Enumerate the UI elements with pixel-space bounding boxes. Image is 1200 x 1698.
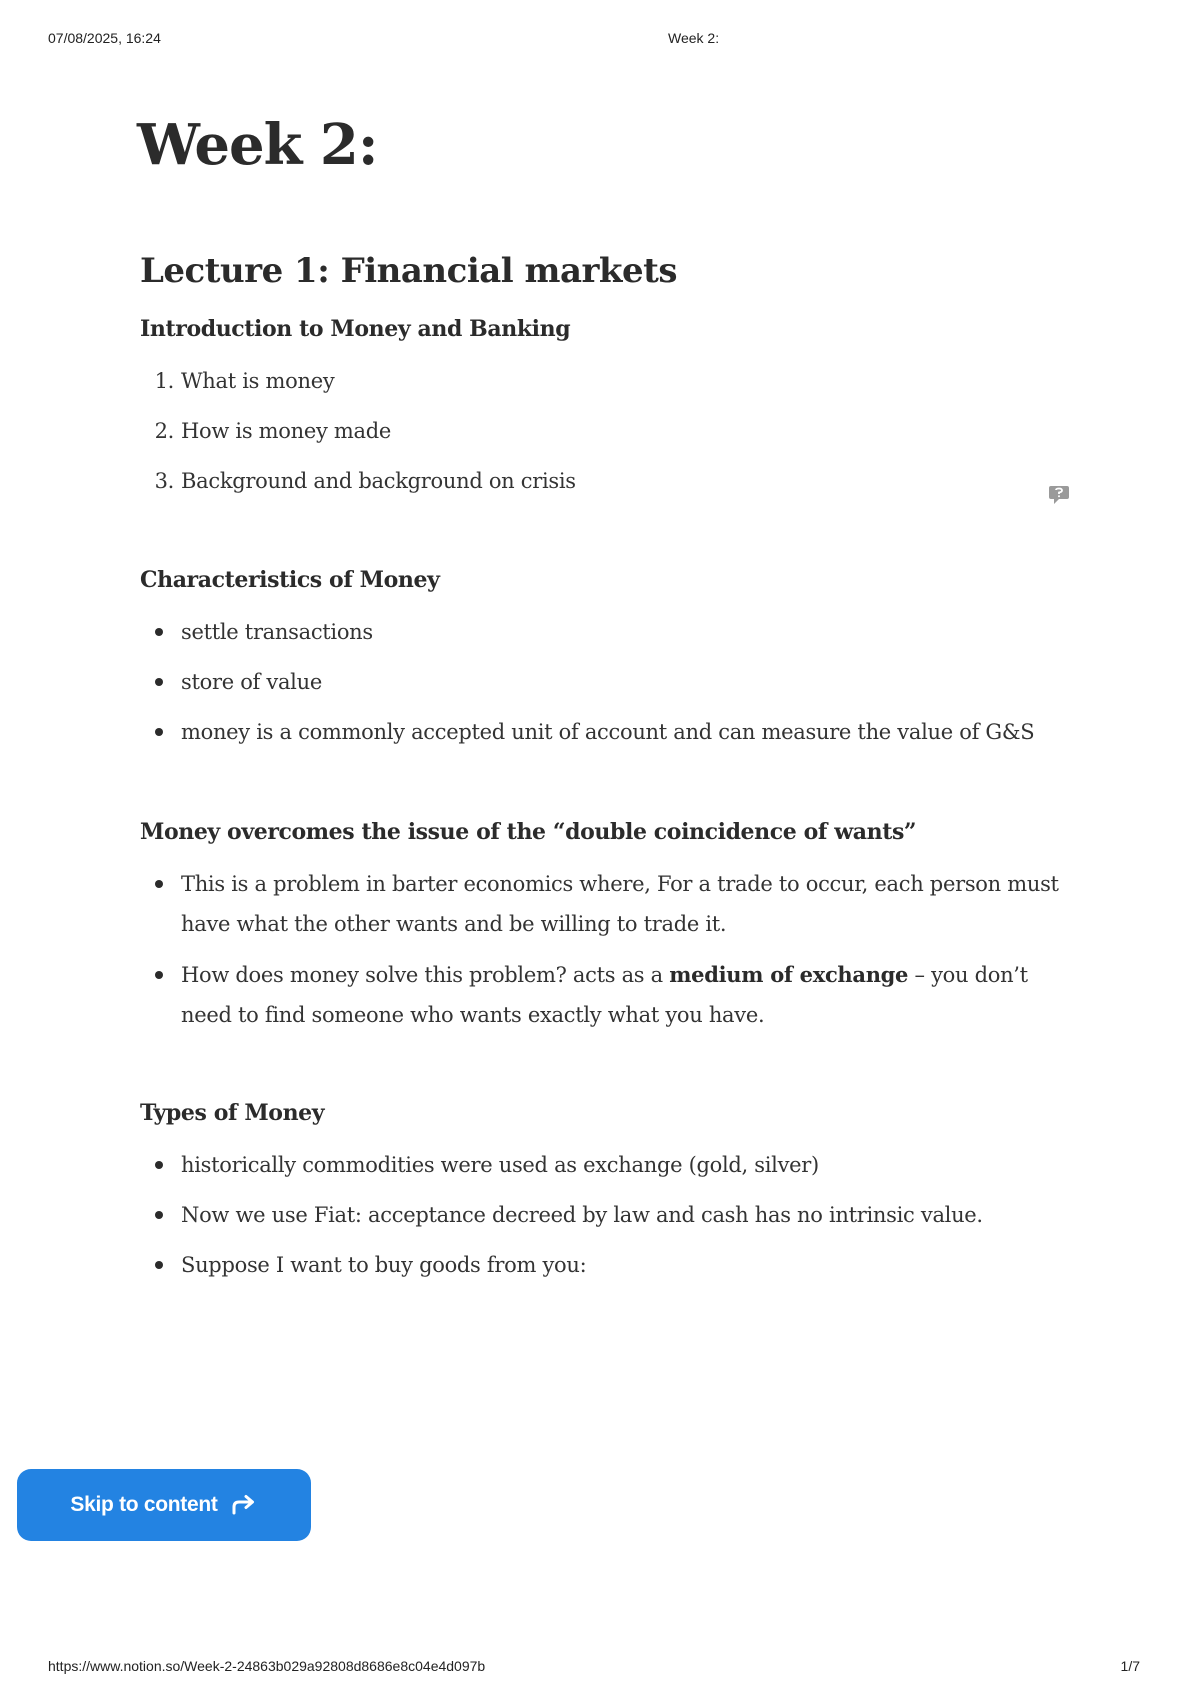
bold-term: medium of exchange (669, 962, 909, 987)
list-number: 1. (154, 369, 174, 393)
page-url: https://www.notion.so/Week-2-24863b029a92808d8686e8c04e4d097b (48, 1658, 486, 1674)
list-item-text: store of value (181, 670, 322, 694)
section-heading-characteristics: Characteristics of Money (140, 567, 440, 593)
list-item-text (181, 955, 1081, 1035)
print-header (48, 30, 1152, 52)
list-item-text: What is money (181, 369, 335, 393)
list-item-text: Background and background on crisis (181, 469, 576, 493)
lecture-heading: Lecture 1: Financial markets (140, 251, 677, 291)
list-item-text-part: How does money solve this problem? acts as a (181, 963, 670, 987)
skip-button-label: Skip to content (70, 1493, 218, 1516)
print-title: Week 2: (668, 30, 720, 46)
page-title: Week 2: (137, 112, 378, 178)
list-item-text-part: – you don’t need to find someone who wants exactly what you have. (181, 963, 1028, 1027)
bullet-dot (155, 628, 163, 636)
page-number: 1/7 (1120, 1658, 1140, 1674)
list-number: 3. (154, 469, 174, 493)
bullet-dot (155, 971, 163, 979)
list-item-text: settle transactions (181, 620, 373, 644)
list-item-text: Suppose I want to buy goods from you: (181, 1253, 587, 1277)
bullet-dot (155, 1211, 163, 1219)
list-item-text: money is a commonly accepted unit of account and can measure the value of G&S (181, 720, 1035, 744)
bullet-dot (155, 1261, 163, 1269)
list-item-text: historically commodities were used as exchange (gold, silver) (181, 1153, 819, 1177)
bullet-dot (155, 880, 163, 888)
list-number: 2. (154, 419, 174, 443)
section-heading-types: Types of Money (140, 1100, 325, 1126)
print-date: 07/08/2025, 16:24 (48, 30, 161, 46)
section-heading-double-coincidence: Money overcomes the issue of the “double coincidence of wants” (140, 819, 917, 845)
section-heading-intro: Introduction to Money and Banking (140, 316, 571, 342)
bullet-dot (155, 1161, 163, 1169)
list-item-text: This is a problem in barter economics where, For a trade to occur, each person must have what the other wants and be willing to trade it. (181, 872, 1059, 936)
bullet-dot (155, 728, 163, 736)
bullet-dot (155, 678, 163, 686)
comment-icon[interactable] (1047, 484, 1071, 506)
list-item-text: How is money made (181, 419, 392, 443)
skip-to-content-button[interactable] (17, 1469, 311, 1541)
redirect-arrow-icon (230, 1493, 258, 1517)
list-item-text: Now we use Fiat: acceptance decreed by law and cash has no intrinsic value. (181, 1203, 983, 1227)
print-footer (48, 1658, 1152, 1680)
